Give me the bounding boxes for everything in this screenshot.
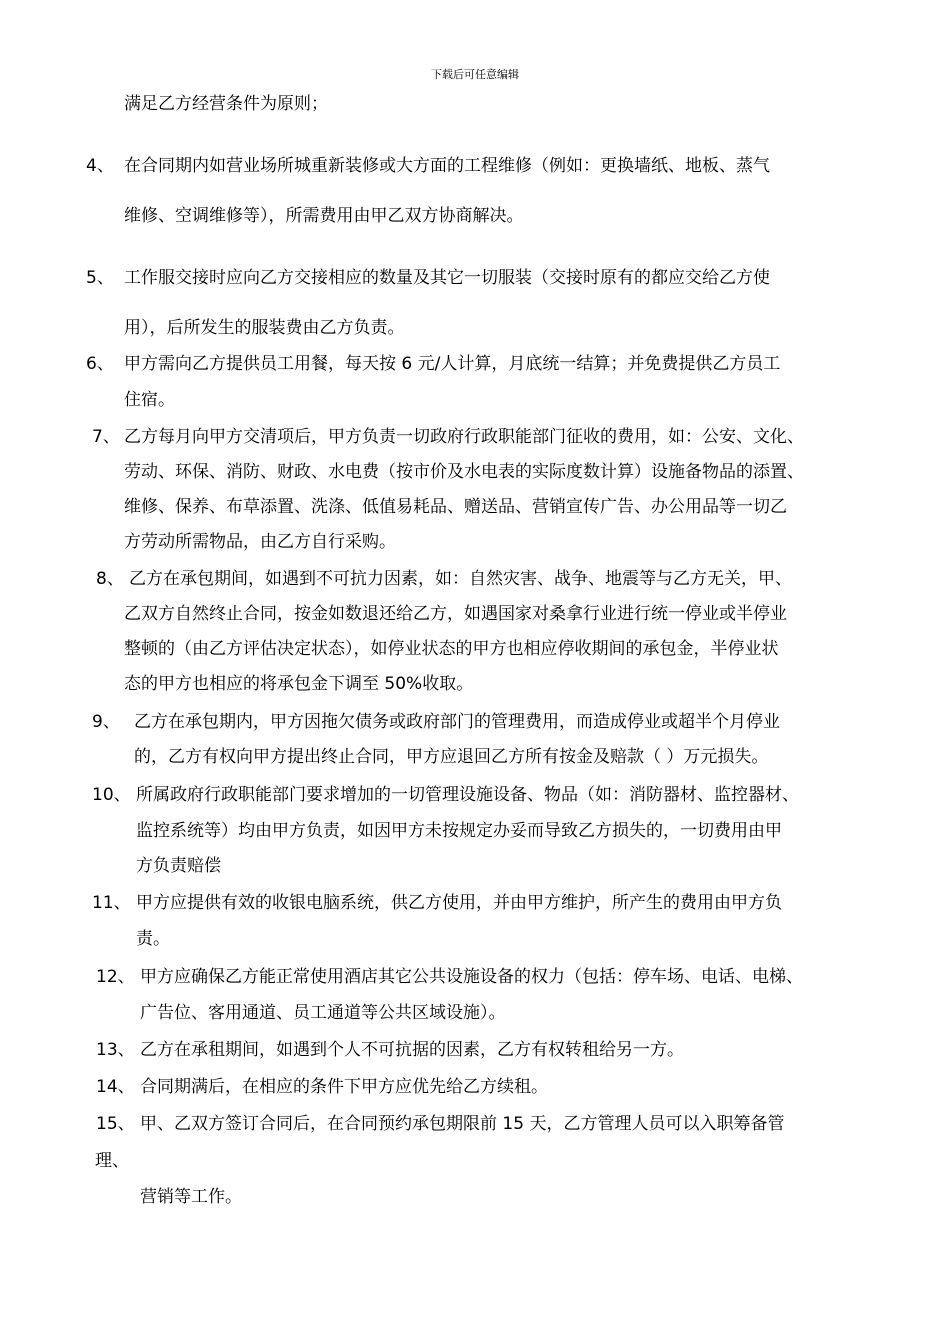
clause-15-line: 甲、乙双方签订合同后，在合同预约承包期限前 15 天，乙方管理人员可以入职筹备管	[140, 1114, 785, 1134]
page-header: 下载后可任意编辑	[431, 68, 519, 81]
clause-6-line: 甲方需向乙方提供员工用餐，每天按 6 元/人计算，月底统一结算；并免费提供乙方员工	[124, 354, 781, 374]
clause-number: 12、	[96, 967, 135, 987]
clause-11-line: 甲方应提供有效的收银电脑系统，供乙方使用，并由甲方维护，所产生的费用由甲方负	[136, 893, 782, 913]
clause-4-line: 维修、空调维修等），所需费用由甲乙双方协商解决。	[124, 206, 524, 226]
clause-5-line: 用），后所发生的服装费由乙方负责。	[124, 318, 405, 338]
clause-8-line: 乙双方自然终止合同，按金如数退还给乙方，如遇国家对桑拿行业进行统一停业或半停业	[124, 604, 787, 624]
clause-11-line: 责。	[136, 929, 170, 949]
clause-5-line: 工作服交接时应向乙方交接相应的数量及其它一切服装（交接时原有的都应交给乙方使	[124, 268, 770, 288]
clause-12-line: 广告位、客用通道、员工通道等公共区域设施）。	[140, 1003, 506, 1023]
clause-13-line: 乙方在承租期间，如遇到个人不可抗据的因素，乙方有权转租给另一方。	[140, 1040, 684, 1060]
clause-7-line: 维修、保养、布草添置、洗涤、低值易耗品、赠送品、营销宣传广告、办公用品等一切乙	[124, 497, 787, 517]
clause-number: 6、	[86, 354, 114, 374]
clause-10-line: 方负责赔偿	[136, 856, 221, 876]
clause-10-line: 所属政府行政职能部门要求增加的一切管理设施设备、物品（如：消防器材、监控器材、	[136, 785, 799, 805]
clause-9-line: 的，乙方有权向甲方提出终止合同，甲方应退回乙方所有按金及赔款（ ）万元损失。	[134, 747, 769, 767]
clause-number: 9、	[92, 712, 120, 732]
clause-14-line: 合同期满后，在相应的条件下甲方应优先给乙方续租。	[140, 1077, 548, 1097]
clause-number: 11、	[92, 893, 131, 913]
clause-8-line: 态的甲方也相应的将承包金下调至 50%收取。	[124, 674, 474, 694]
clause-number: 10、	[92, 785, 131, 805]
clause-number: 15、	[96, 1114, 135, 1134]
clause-15-line: 营销等工作。	[140, 1187, 242, 1207]
clause-15-line: 理、	[95, 1151, 129, 1171]
clause-number: 13、	[96, 1040, 135, 1060]
clause-number: 14、	[96, 1077, 135, 1097]
clause-7-line: 乙方每月向甲方交清项后，甲方负责一切政府行政职能部门征收的费用，如：公安、文化、	[124, 427, 804, 447]
clause-12-line: 甲方应确保乙方能正常使用酒店其它公共设施设备的权力（包括：停车场、电话、电梯、	[140, 967, 803, 987]
clause-6-line: 住宿。	[124, 390, 175, 410]
clause-number: 5、	[86, 268, 114, 288]
clause-number: 4、	[86, 156, 114, 176]
clause-3-continuation: 满足乙方经营条件为原则；	[124, 94, 328, 114]
clause-number: 7、	[92, 427, 120, 447]
clause-8-line: 乙方在承包期间，如遇到不可抗力因素，如：自然灾害、战争、地震等与乙方无关，甲、	[129, 569, 792, 589]
clause-number: 8、	[96, 569, 124, 589]
clause-4-line: 在合同期内如营业场所城重新装修或大方面的工程维修（例如：更换墙纸、地板、蒸气	[124, 156, 770, 176]
clause-10-line: 监控系统等）均由甲方负责，如因甲方未按规定办妥而导致乙方损失的，一切费用由甲	[136, 821, 782, 841]
clause-7-line: 劳动、环保、消防、财政、水电费（按市价及水电表的实际度数计算）设施备物品的添置、	[124, 462, 804, 482]
clause-9-line: 乙方在承包期内，甲方因拖欠债务或政府部门的管理费用，而造成停业或超半个月停业	[134, 712, 780, 732]
clause-7-line: 方劳动所需物品，由乙方自行采购。	[124, 532, 396, 552]
clause-8-line: 整顿的（由乙方评估决定状态），如停业状态的甲方也相应停收期间的承包金，半停业状	[124, 639, 779, 659]
